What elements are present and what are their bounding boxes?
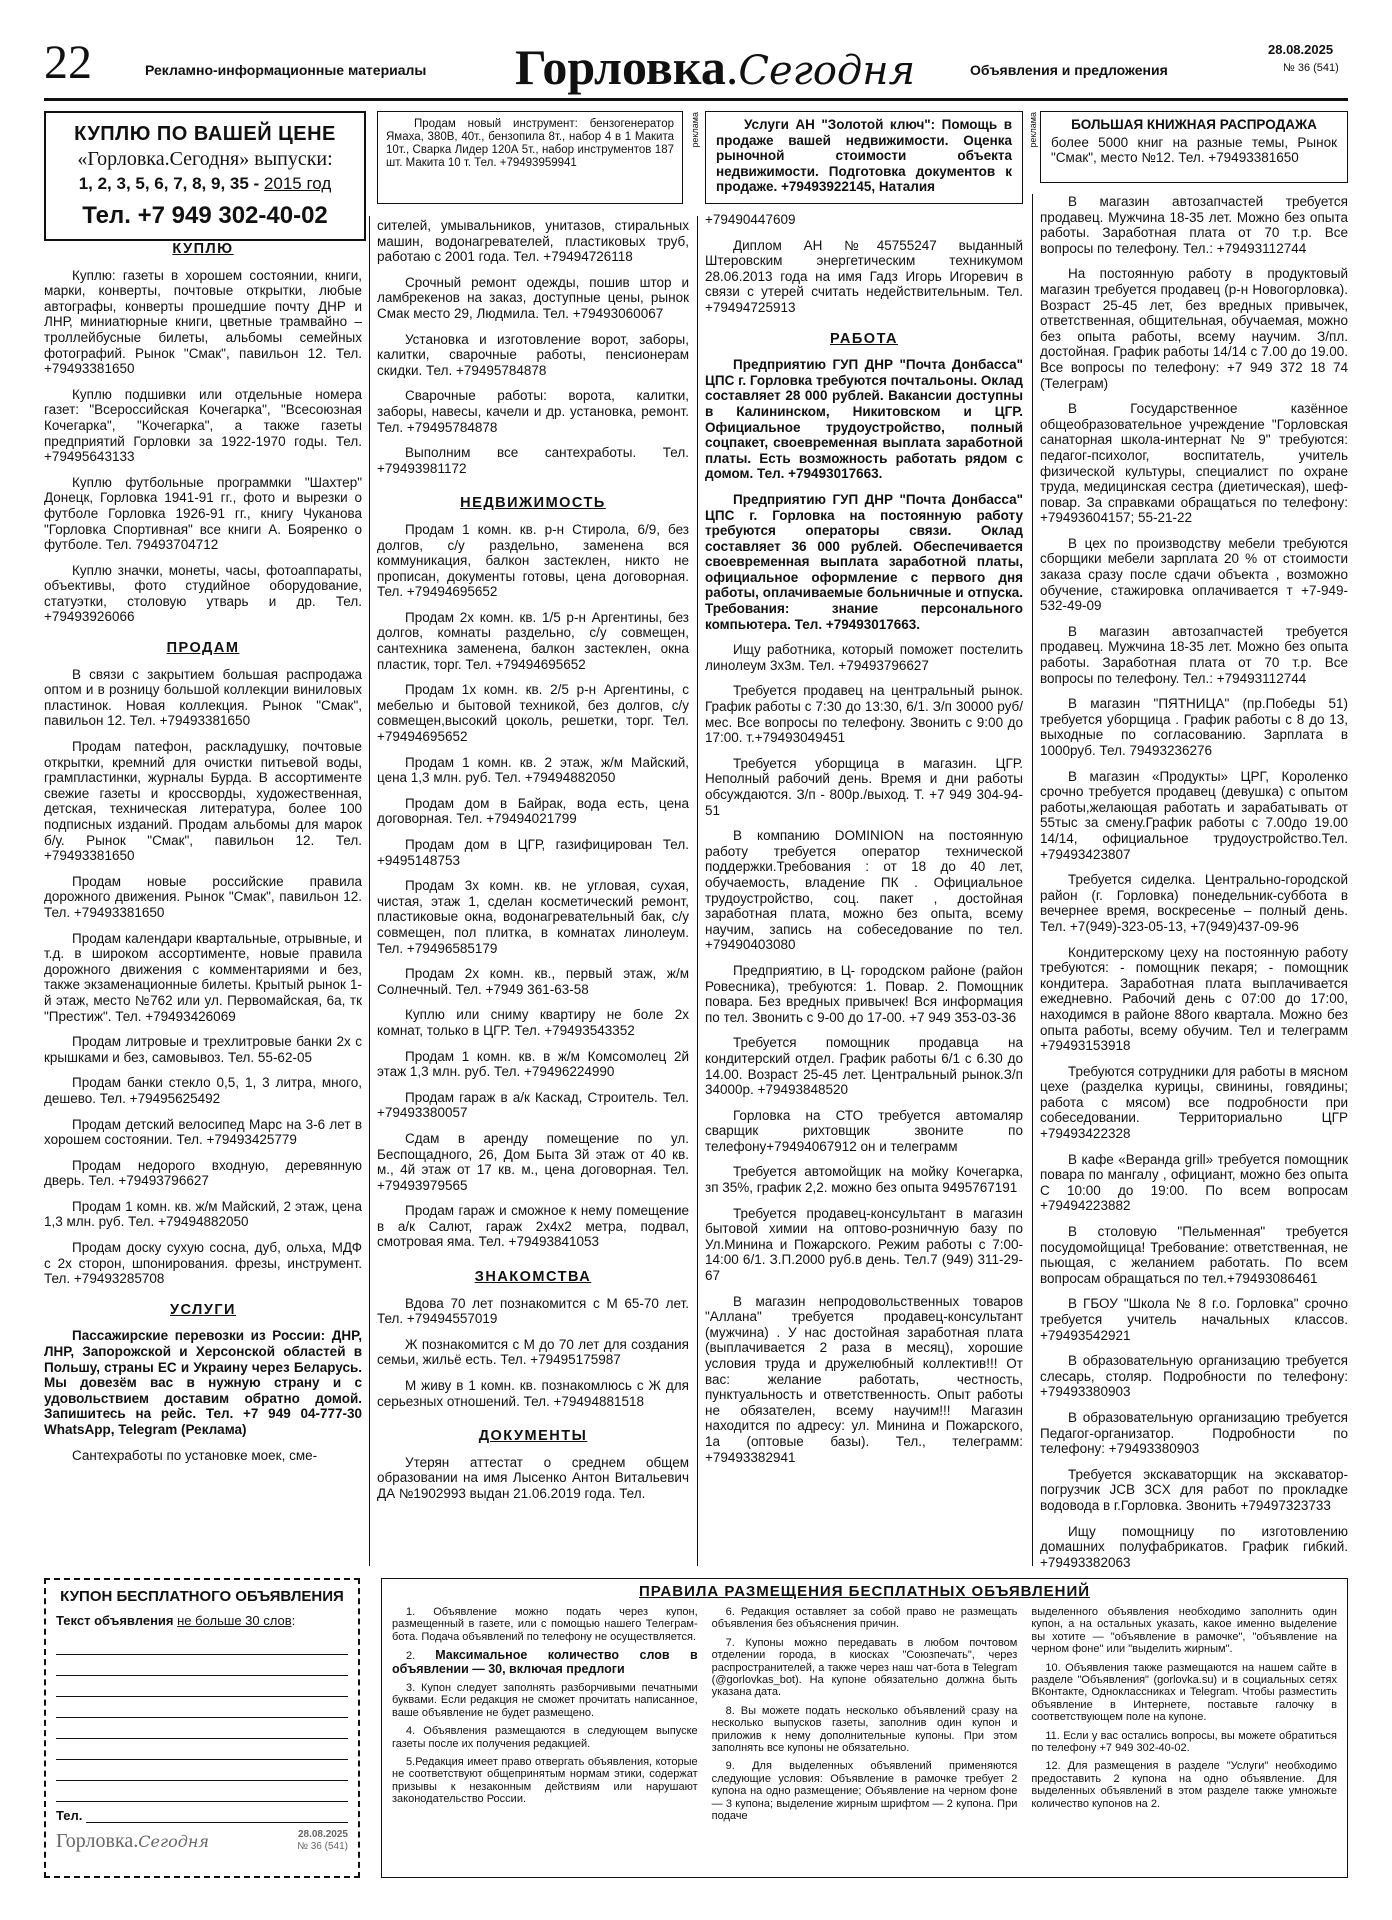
rule-text: Купон следует заполнять разборчивыми печатными буквами. Если редакция не сможет прочитать написанное, ваше объявление не будет размещено. xyxy=(392,1682,698,1719)
list-item: Продам 3х комн. кв. не угловая, сухая, чистая, этаж 1, сделан косметический ремонт, пластиковые окна, водонагревательный бак, с/у совмещен, пол плитка, в комнатах линолеум. Тел. +79496585179 xyxy=(377,878,689,956)
rule-text: выделенного объявления необходимо заполнить один купон, а на остальных указать, какое именно выделение вы хотите — "объявление в рамочке", "объявление на черном фоне" или "выделить жирным". xyxy=(1031,1606,1338,1656)
list-item: В образовательную организацию требуется Педагог-организатор. Подробности по телефону: +79493380903 xyxy=(1040,1409,1348,1457)
list-item: В Государственное казённое общеобразовательное учреждение "Горловская санаторная школа-интернат № 9" требуются: педагог-психолог, воспитатель, учитель физической культуры, специалист по охране труда, медицинская сестра (диетическая), шеф-повар. За справками обращаться по телефону: +79493604157; 55-21-22 xyxy=(1040,401,1348,526)
column-2 xyxy=(377,218,689,1512)
list-item: Требуется автомойщик на мойку Кочегарка, зп 35%, график 2,2. можно без опыта 9495767191 xyxy=(705,1164,1023,1196)
rules-col-1: 1. Объявление можно подать через купон, размещенный в газете, или с помощью нашего Телеграм-бота. Подача объявлений по телефону не осуществляется. 2. Максимальное количество слов в объявлении — 30, включая предлоги 3. Купон следует заполнять разборчивыми печатными буквами. Если редакция не сможет прочитать написанное, ваше объявление не будет размещено. 4. Объявления размещаются в следующем выпуске газеты после их получения редакцией. 5.Редакция имеет право отвергать объявления, которые не соответствуют общепринятым нормам этики, содержат призывы к незаконным действиям или нарушают законодательство России. xyxy=(392,1606,698,1806)
brand-script: Сегодня xyxy=(738,48,916,94)
list-item: Предприятию, в Ц- городском районе (район Ровесника), требуются: 1. Повар. 2. Помощник повара. Без вредных привычек! Вся информация по тел. Звонить с 9-00 до 17-00. +7 949 353-03-36 xyxy=(705,962,1023,1025)
buy-box-issues-label: выпуски: xyxy=(254,148,333,170)
list-item: Установка и изготовление ворот, заборы, калитки, сварочные работы, пенсионерам скидки. Тел. +79495784878 xyxy=(377,331,689,378)
reklama-label-1: реклама xyxy=(690,112,700,148)
list-item: Куплю футбольные программки "Шахтер" Донецк, Горловка 1941-91 гг., фото и вырезки о футболе Горловка 1926-91 гг., книгу Чуканова "Горловка Спортивная" все книги А. Бояренко о футболе. Тел. 79493704712 xyxy=(44,474,362,553)
ad-books-title: БОЛЬШАЯ КНИЖНАЯ РАСПРОДАЖА xyxy=(1071,117,1317,132)
heading-services: УСЛУГИ xyxy=(170,1301,236,1318)
list-item: В образовательную организацию требуется слесарь, столяр. Подробности по телефону: +79493380903 xyxy=(1040,1353,1348,1400)
list-item: В компанию DOMINION на постоянную работу требуется оператор технической поддержки.Требования : от 18 до 40 лет, обучаемость, владение ПК . Официальное трудоустройство, соц. пакет , достойная заработная плата, можно без опыта, всему научим, запись на собеседование по тел. +79490403080 xyxy=(705,828,1023,953)
list-item: Продам 1 комн. кв. р-н Стирола, 6/9, без долгов, с/у раздельно, заменена вся коммуникация, балкон застеклен, никто не прописан, документы готовы, цена договорная. Тел. +79494695652 xyxy=(377,521,689,600)
buy-box-year: 2015 год xyxy=(263,174,332,193)
heading-sell: ПРОДАМ xyxy=(166,640,240,657)
heading-work: РАБОТА xyxy=(830,330,898,347)
page-number: 22 xyxy=(44,36,92,89)
list-item: Кондитерскому цеху на постоянную работу требуются: - помощник пекаря; - помощник кондитера. Заработная плата выплачивается ежедневно. Рабочий день с 07:00 до 17:00, находимся в районе 88ого квартала. Можно без опыта работы, всему обучим. Тел и телеграмм +79493153918 xyxy=(1040,944,1348,1054)
list-item-bold: Пассажирские перевозки из России: ДНР, ЛНР, Запорожской и Херсонской областей в Польшу, страны ЕС и Украину через Беларусь. Мы довезём вас в нужную страну и с удовольствием доставим обратно домой. Запишитесь на рейс. Тел. +7 949 04-777-30 WhatsApp, Telegram (Реклама) xyxy=(44,1328,362,1437)
rule-text: Редакция оставляет за собой право не размещать объявления без объяснения причин. xyxy=(711,1606,1018,1631)
list-item: Выполним все сантехработы. Тел. +79493981172 xyxy=(377,445,689,476)
list-item: Ищу работника, который поможет постелить линолеум 3х3м. Тел. +79493796627 xyxy=(705,642,1023,673)
rule-text: Купоны можно передавать в любом почтовом отделении города, в киосках "Союзпечать", через распространителей, а также через наш чат-бота в Telegram (@gorlovkas_bot). На купоне обязательно должна быть указана дата. xyxy=(711,1636,1018,1699)
list-item: Сдам в аренду помещение по ул. Беспощадного, 26, Дом Быта 3й этаж от 40 кв. м., 4й этаж от 17 кв. м., цена договорная. Тел. +79493979565 xyxy=(377,1130,689,1193)
section-left: Рекламно-информационные материалы xyxy=(145,62,427,78)
list-item: Продам патефон, раскладушку, почтовые открытки, кремний для очистки питьевой воды, грампластинки, журналы Бурда. В ассортименте свежие газеты и кроссворды, художественная, детская, техническая литература, более 100 подписных изданий. Продам альбомы для марок б/у. Рынок "Смак", павильон 12. Тел. +79493381650 xyxy=(44,739,362,864)
list-item: Продам дом в Байрак, вода есть, цена договорная. Тел. +79494021799 xyxy=(377,795,689,827)
column-3 xyxy=(705,212,1023,1475)
rule-text: Объявление можно подать через купон, размещенный в газете, или с помощью нашего Телеграм-бота. Подача объявлений по телефону не осуществляется. xyxy=(392,1606,698,1643)
col-divider xyxy=(697,216,698,1566)
list-item: В магазин автозапчастей требуется продавец. Мужчина 18-35 лет. Можно без опыта работы. Заработная плата от 70 т.р. Все вопросы по телефону. Тел.: +79493112744 xyxy=(1040,194,1348,256)
list-item: В цех по производству мебели требуются сборщики мебели зарплата 20 % от стоимости заказа сразу после сдачи объекта , возможно обучение, стажировка оплачивается т +7-949-532-49-09 xyxy=(1040,535,1348,614)
rules-col-3: выделенного объявления необходимо заполнить один купон, а на остальных указать, какое именно выделение вы хотите — "объявление в рамочке", "объявление на черном фоне" или "выделить жирным". 10. Объявления также размещаются на нашем сайте в разделе "Объявления" (gorlovka.su) и в социальных сетях ВКонтакте, Одноклассниках и Telegram. Чтобы разместить объявление в Интернете, поставьте галочку в соответствующем поле на купоне. 11. Если у вас остались вопросы, вы можете обратиться по телефону +7 949 302-40-02. 12. Для размещения в разделе "Услуги" необходимо предоставить 2 купона на одно объявление. Для выделенных объявлений в этом разделе также умножьте количество купонов на 2. xyxy=(1031,1606,1338,1810)
coupon-text-field[interactable] xyxy=(56,1634,348,1802)
list-item: Продам 1 комн. кв. 2 этаж, ж/м Майский, цена 1,3 млн. руб. Тел. +79494882050 xyxy=(377,754,689,786)
list-item: Сантехработы по установке моек, сме- xyxy=(72,1447,318,1463)
header-issue: № 36 (541) xyxy=(1283,62,1339,74)
list-item: Горловка на СТО требуется автомаляр сварщик рихтовщик звоните по телефону+79494067912 он и телеграмм xyxy=(705,1107,1023,1154)
ad-books-text: более 5000 книг на разные темы, Рынок "Смак", место №12. Тел. +79493381650 xyxy=(1051,134,1337,166)
list-item: Ищу помощницу по изготовлению домашних полуфабрикатов. График гибкий. +79493382063 xyxy=(1040,1523,1348,1570)
rule-text: Объявления размещаются в следующем выпуске газеты после их получения редакцией. xyxy=(392,1725,698,1750)
list-item-bold: Предприятию ГУП ДНР "Почта Донбасса" ЦПС г. Горловка требуются почтальоны. Оклад составляет 28 000 рублей. Вакансии доступны в Калининском, Никитовском и ЦГР. Официальное трудоустройство, полный соцпакет, своевременная выплата заработной платы. Есть возможность работать рядом с домом. Тел. +79493017663. xyxy=(705,357,1023,482)
list-item: Требуется помощник продавца на кондитерский отдел. График работы 6/1 с 6.30 до 14.00. Возраст 25-45 лет. Центральный рынок.З/п 34000р. +79493848520 xyxy=(705,1035,1023,1098)
list-item: Требуется продавец-консультант в магазин бытовой химии на оптово-розничную базу по Ул.Минина и Пожарского. Режим работы с 7:00-14:00 6/1. З.П.2000 руб.в день. Тел.7 (949) 311-29-67 xyxy=(705,1205,1023,1284)
column-4 xyxy=(1040,194,1348,1580)
rule-text: Вы можете подать несколько объявлений сразу на несколько выпусков газеты, заполнив один купон и приложив к нему дополнительные купоны. При этом заполнять все купоны не обязательно. xyxy=(711,1704,1018,1755)
coupon-date: 28.08.2025 xyxy=(297,1829,348,1840)
list-item: Требуется экскаваторщик на экскаватор-погрузчик JCB 3CX для работ по прокладке водовода в г.Горловка. Звонить +79497323733 xyxy=(1040,1466,1348,1513)
coupon-tel-field[interactable] xyxy=(86,1808,348,1823)
reklama-label-2: реклама xyxy=(1028,112,1038,148)
list-item-bold: Предприятию ГУП ДНР "Почта Донбасса" ЦПС г. Горловка на постоянную работу требуются операторы связи. Оклад составляет 36 000 рублей. Обеспечивается своевременная выплата заработной платы, официальное оформление с первого дня работы, оплачиваемые больничные и отпуска. Требования: знание персонального компьютера. Тел. +79493017663. xyxy=(705,491,1023,632)
list-item: Утерян аттестат о среднем общем образовании на имя Лысенко Антон Витальевич ДА №1902993 выдан 21.06.2019 года. Тел. xyxy=(377,1454,689,1501)
coupon-limit: не больше 30 слов xyxy=(177,1613,292,1628)
list-item: В магазин непродовольственных товаров "Аллана" требуется продавец-консультант (мужчина) . У нас достойная заработная плата (выплачивается 2 раза в месяц), хорошие условия труда и дружелюбный коллектив!!! От вас: желание работать, честность, пунктуальность и ответственность. Опыт работы не обязателен, всему научим!!! Магазин находится по адресу: ул. Минина и Пожарского, 1а (оптовые базы). Тел., телеграмм: +79493382941 xyxy=(705,1293,1023,1465)
list-item: В кафе «Веранда grill» требуется помощник повара по мангалу , официант, можно без опыта С 10:00 до 19:00. По всем вопросам +79494223882 xyxy=(1040,1151,1348,1214)
list-item: Срочный ремонт одежды, пошив штор и ламбрекенов на заказ, доступные цены, рынок Смак место 29, Людмила. Тел. +79493060067 xyxy=(377,274,689,321)
header-rule xyxy=(44,98,1348,101)
list-item: Продам дом в ЦГР, газифицирован Тел. +9495148753 xyxy=(377,837,689,868)
list-item: Требуется продавец на центральный рынок. График работы с 7:30 до 13:30, 6/1. З/п 30000 руб/ мес. Все вопросы по телефону. Звонить с 9:00 до 17:00. т.+79493049451 xyxy=(705,683,1023,746)
list-item: Продам доску сухую сосна, дуб, ольха, МДФ с 2х сторон, шпонирования. фрезы, инструмент. Тел. +79493285708 xyxy=(44,1240,362,1287)
list-item: Куплю значки, монеты, часы, фотоаппараты, объективы, фото студийное оборудование, статуэтки, столовую утварь и др. Тел. +79493926066 xyxy=(44,562,362,625)
rules-col-2: 6. Редакция оставляет за собой право не размещать объявления без объяснения причин. 7. Купоны можно передавать в любом почтовом отделении города, в киосках "Союзпечать", через распространителей, а также через наш чат-бота в Telegram (@gorlovkas_bot). На купоне обязательно должна быть указана дата. 8. Вы можете подать несколько объявлений сразу на несколько выпусков газеты, заполнив один купон и приложив к нему дополнительные купоны. При этом заполнять все купоны не обязательно. 9. Для выделенных объявлений применяются следующие условия: Объявление в рамочке требует 2 купона на одно размещение; Объявление на черном фоне — 3 купона; выделение жирным шрифтом — 2 купона. При подаче xyxy=(711,1606,1018,1823)
heading-dating: ЗНАКОМСТВА xyxy=(474,1269,592,1286)
ad-realty-text: Услуги АН "Золотой ключ": Помощь в продаже вашей недвижимости. Оценка рыночной стоимости объекта недвижимости. Подготовка документов к продаже. +79493922145, Наталия xyxy=(716,117,1012,195)
list-item: Продам гараж и сможное к нему помещение в а/к Салют, гараж 2х4х2 метра, подвал, смотровая яма. Тел. +79493841053 xyxy=(377,1203,689,1250)
buy-box xyxy=(44,111,366,241)
list-item: Продам недорого входную, деревянную дверь. Тел. +79493796627 xyxy=(44,1157,362,1189)
list-item: Продам 1 комн. кв. ж/м Майский, 2 этаж, цена 1,3 млн. руб. Тел. +79494882050 xyxy=(44,1198,362,1230)
list-item: В связи с закрытием большая распродажа оптом и в розницу большой коллекции виниловых пластинок. Новая коллекция. Рынок "Смак", павильон 12. Тел. +79493381650 xyxy=(44,666,362,729)
list-item: На постоянную работу в продуктовый магазин требуется продавец (р-н Новогорловка). Возраст 25-45 лет, без вредных привычек, ответственная, общительная, обучаемая, можно без опыта работы, всему научим. З/пл. достойная. График работы 14/14 с 7.00 до 19.00. Все вопросы по телефону: +7 949 372 18 74 (Телеграм) xyxy=(1040,266,1348,391)
rule-text: Если у вас остались вопросы, вы можете обратиться по телефону +7 949 302-40-02. xyxy=(1031,1729,1338,1755)
buy-box-phone: Тел. +7 949 302-40-02 xyxy=(82,202,328,229)
heading-buy: КУПЛЮ xyxy=(172,241,234,257)
list-item: Куплю: газеты в хорошем состоянии, книги, марки, конверты, почтовые открытки, любые автографы, конверты прошедшие почту ДНР и ЛНР, миниатюрные книги, цветные трамвайно – троллейбусные билеты, альбомы семейных фотографий. Рынок "Смак", павильон 12. Тел. +79493381650 xyxy=(44,267,362,377)
list-item: Сварочные работы: ворота, калитки, заборы, навесы, качели и др. установка, ремонт. Тел. +79495784878 xyxy=(377,388,689,435)
masthead-logo: Горловка.Сегодня xyxy=(515,39,916,95)
coupon-brand: Горловка.Сегодня xyxy=(56,1829,209,1852)
list-item: В столовую "Пельменная" требуется посудомойщица! Требование: ответственная, не пьющая, с желанием работать. По всем вопросам обращаться по тел.+79493086461 xyxy=(1040,1224,1348,1286)
list-item: Продам гараж в а/к Каскад, Строитель. Тел. +79493380057 xyxy=(377,1089,689,1121)
ad-tools-text: Продам новый инструмент: бензогенератор Ямаха, 380В, 40т., бензопила 8т., набор 4 в 1 Макита 10т., Сварка Лидер 120А 5т., набор инструментов 187 шт. Макита 10 т. Тел. +79493959941 xyxy=(386,118,674,169)
list-item: Продам 1 комн. кв. в ж/м Комсомолец 2й этаж 1,3 млн. руб. Тел. +79496224990 xyxy=(377,1048,689,1080)
list-item: Куплю или сниму квартиру не боле 2х комнат, только в ЦГР. Тел. +79493543352 xyxy=(377,1007,689,1038)
list-item: Ж познакомится с М до 70 лет для создания семьи, жильё есть. Тел. +79495175987 xyxy=(377,1336,689,1368)
ad-tools xyxy=(377,111,683,204)
rule-text: Объявления также размещаются на нашем сайте в разделе "Объявления" (gorlovka.su) и в социальных сетях ВКонтакте, Одноклассниках и Telegram. Чтобы разместить объявление в Интернете, поставьте галочку в соответствующем поле на купоне. xyxy=(1031,1661,1338,1724)
list-item: В магазин "ПЯТНИЦА" (пр.Победы 51) требуется уборщица . График работы с 8 до 13, выходные по согласованию. Зарплата в 1000руб. Тел. 79493236276 xyxy=(1040,696,1348,758)
buy-box-issues: 1, 2, 3, 5, 6, 7, 8, 9, 35 - xyxy=(78,174,264,193)
heading-docs: ДОКУМЕНТЫ xyxy=(478,1428,588,1445)
coupon-tel-label: Тел. xyxy=(56,1808,83,1823)
list-item: Продам 1х комн. кв. 2/5 р-н Аргентины, с мебелью и бытовой техникой, без долгов, с/у совмещен,высокий цоколь, решетки, торг. Тел. +79494695652 xyxy=(377,682,689,745)
list-item: Продам банки стекло 0,5, 1, 3 литра, много, дешево. Тел. +79495625492 xyxy=(44,1075,362,1106)
list-item: Вдова 70 лет познакомится с М 65-70 лет. Тел. +79494557019 xyxy=(377,1295,689,1327)
rule-text: Редакция имеет право отвергать объявления, которые не соответствуют общепринятым нормам этики, содержат призывы к незаконным действиям или нарушают законодательство России. xyxy=(392,1756,698,1806)
list-item: Продам 2х комн. кв. 1/5 р-н Аргентины, без долгов, комнаты раздельно, с/у совмещен, сантехника заменена, балкон застеклен, окна пластик, торг. Тел. +79494695652 xyxy=(377,609,689,672)
list-item: Требуются сотрудники для работы в мясном цехе (разделка курицы, свинины, говядины; работа с мясом) все подробности при собеседовании. Территориально ЦГР +79493422328 xyxy=(1040,1063,1348,1142)
brand-main: Горловка xyxy=(515,39,726,95)
list-item: М живу в 1 комн. кв. познакомлюсь с Ж для серьезных отношений. Тел. +79494881518 xyxy=(377,1378,689,1409)
rules-title: ПРАВИЛА РАЗМЕЩЕНИЯ БЕСПЛАТНЫХ ОБЪЯВЛЕНИЙ xyxy=(638,1583,1091,1600)
list-item: +79490447609 xyxy=(705,212,796,227)
section-right: Объявления и предложения xyxy=(970,62,1168,78)
ad-realty xyxy=(705,111,1023,204)
list-item: Продам литровые и трехлитровые банки 2х с крышками и без, самовывоз. Тел. 55-62-05 xyxy=(44,1034,362,1065)
list-item: Продам новые российские правила дорожного движения. Рынок "Смак", павильон 12. Тел. +79493381650 xyxy=(44,873,362,920)
header-date: 28.08.2025 xyxy=(1268,42,1334,57)
heading-realty: НЕДВИЖИМОСТЬ xyxy=(460,495,606,512)
buy-box-title: КУПЛЮ ПО ВАШЕЙ ЦЕНЕ xyxy=(74,123,336,145)
list-item: Продам календари квартальные, отрывные, и т.д. в широком ассортименте, новые правила дорожного движения с комментариями и без, также экзаменационные билеты. Крытый рынок 1-й этаж, место №762 или ул. Первомайская, 6а, тк "Престиж". Тел. +79493426069 xyxy=(44,930,362,1024)
list-item: Куплю подшивки или отдельные номера газет: "Всероссийская Кочегарка", "Всесоюзная Кочегарка", "Кочегарка", а также газеты предприятий Горловки за 1922-1970 годы. Тел. +79495643133 xyxy=(44,386,362,465)
column-1 xyxy=(44,242,362,1473)
rule-text: Максимальное количество слов в объявлении — 30, включая предлоги xyxy=(392,1648,698,1676)
coupon-box: КУПОН БЕСПЛАТНОГО ОБЪЯВЛЕНИЯ Текст объявления не больше 30 слов: Тел. Горловка.Сегодня 28.08.2025 № 36 (541) xyxy=(44,1578,360,1878)
col-divider xyxy=(1032,194,1033,1566)
list-item: Требуется сиделка. Центрально-городской район (г. Горловка) понедельник-суббота в вечернее время, воскресенье – полный день. Тел. +7(949)-323-05-13, +7(949)437-09-96 xyxy=(1040,872,1348,934)
rules-box xyxy=(381,1578,1348,1878)
list-item: сителей, умывальников, унитазов, стиральных машин, водонагревателей, пластиковых труб, работаю с 2001 года. Тел. +79494726118 xyxy=(377,218,689,265)
rule-text: Для размещения в разделе "Услуги" необходимо предоставить 2 купона на одно объявление. Для выделенных объявлений в этом разделе также умножьте количество купонов на 2. xyxy=(1031,1760,1338,1810)
coupon-text-label: Текст объявления xyxy=(56,1613,174,1628)
list-item: В магазин «Продукты» ЦРГ, Короленко срочно требуется продавец (девушка) с опытом работы,желающая работать и зарабатывать от 55тыс за смену.График работы с 7.00до 19.00 14/14, официальное трудоустройство.Тел. +79493423807 xyxy=(1040,768,1348,862)
list-item: Диплом АН №45755247 выданный Штеровским энергетическим техникумом 28.06.2013 года на имя Гадз Игорь Игоревич в связи с утерей считать недействительным. Тел. +79494725913 xyxy=(705,237,1023,315)
list-item: Продам детский велосипед Марс на 3-6 лет в хорошем состоянии. Тел. +79493425779 xyxy=(44,1116,362,1148)
list-item: В ГБОУ "Школа № 8 г.о. Горловка" срочно требуется учитель начальных классов. +79493542921 xyxy=(1040,1296,1348,1343)
coupon-title: КУПОН БЕСПЛАТНОГО ОБЪЯВЛЕНИЯ xyxy=(60,1588,344,1605)
list-item: В магазин автозапчастей требуется продавец. Мужчина 18-35 лет. Можно без опыта работы. Заработная плата от 70 т.р. Все вопросы по телефону. Тел.: +79493112744 xyxy=(1040,623,1348,686)
coupon-issue: № 36 (541) xyxy=(297,1841,348,1852)
col-divider xyxy=(369,216,370,1566)
buy-box-brand: «Горловка.Сегодня» xyxy=(77,148,250,170)
ad-books xyxy=(1040,111,1348,183)
rule-text: Для выделенных объявлений применяются следующие условия: Объявление в рамочке требует 2 купона на одно размещение; Объявление на черном фоне — 3 купона; выделение жирным шрифтом — 2 купона. При подаче xyxy=(711,1760,1018,1823)
list-item: Требуется уборщица в магазин. ЦГР. Неполный рабочий день. Время и дни работы обсуждаются. З/п - 800р./выход. Т. +7 949 304-94-51 xyxy=(705,755,1023,818)
list-item: Продам 2х комн. кв., первый этаж, ж/м Солнечный. Тел. +7949 361-63-58 xyxy=(377,966,689,997)
